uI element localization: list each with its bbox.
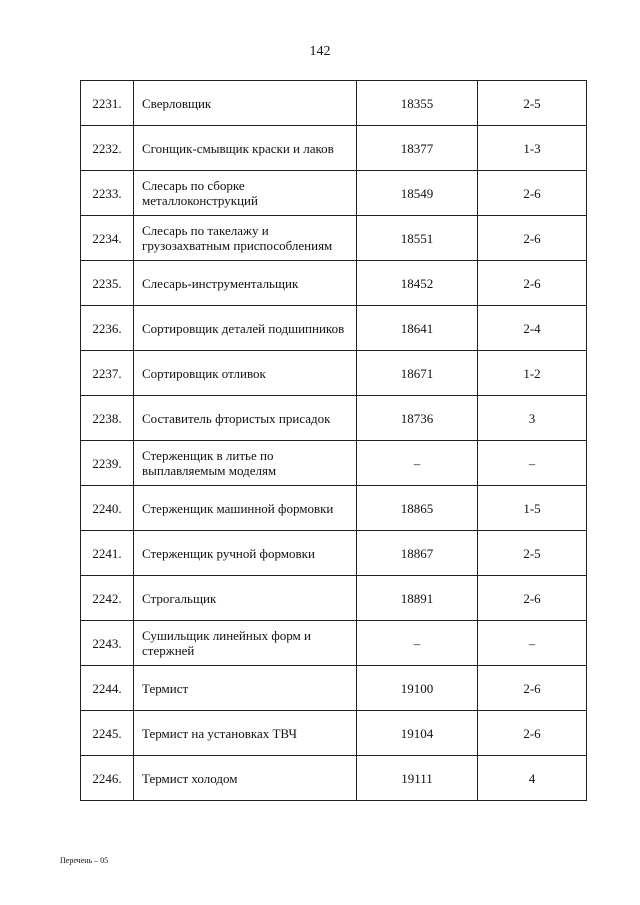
- page-number: 142: [309, 44, 331, 59]
- table-row: [81, 756, 587, 801]
- table-row: [81, 351, 587, 396]
- table-row: [81, 711, 587, 756]
- category-range: 1-3: [478, 126, 587, 171]
- row-number: 2234.: [81, 216, 134, 261]
- row-number: 2243.: [81, 621, 134, 666]
- profession-name: Слесарь-инструментальщик: [134, 261, 357, 306]
- table-row: [81, 486, 587, 531]
- profession-name: Сортировщик отливок: [134, 351, 357, 396]
- professions-table: [80, 80, 587, 801]
- row-number: 2240.: [81, 486, 134, 531]
- table-row: [81, 81, 587, 126]
- row-number: 2231.: [81, 81, 134, 126]
- row-number: 2239.: [81, 441, 134, 486]
- profession-name: Термист на установках ТВЧ: [134, 711, 357, 756]
- profession-code: 18736: [357, 396, 478, 441]
- table-row: [81, 621, 587, 666]
- category-range: 2-5: [478, 81, 587, 126]
- table-row: [81, 441, 587, 486]
- profession-name: Слесарь по такелажу и грузозахватным приспособлениям: [134, 216, 357, 261]
- row-number: 2232.: [81, 126, 134, 171]
- row-number: 2233.: [81, 171, 134, 216]
- profession-name: Сушильщик линейных форм и стержней: [134, 621, 357, 666]
- category-range: –: [478, 441, 587, 486]
- profession-code: 18641: [357, 306, 478, 351]
- row-number: 2245.: [81, 711, 134, 756]
- table-body: [81, 81, 587, 801]
- category-range: 4: [478, 756, 587, 801]
- category-range: 2-5: [478, 531, 587, 576]
- category-range: 2-6: [478, 261, 587, 306]
- table-row: [81, 306, 587, 351]
- table-row: [81, 666, 587, 711]
- profession-code: –: [357, 441, 478, 486]
- row-number: 2241.: [81, 531, 134, 576]
- profession-name: Сверловщик: [134, 81, 357, 126]
- profession-code: 19104: [357, 711, 478, 756]
- profession-code: 18549: [357, 171, 478, 216]
- profession-code: 18891: [357, 576, 478, 621]
- profession-code: 18867: [357, 531, 478, 576]
- profession-code: 18452: [357, 261, 478, 306]
- category-range: 1-5: [478, 486, 587, 531]
- category-range: 2-6: [478, 666, 587, 711]
- profession-code: 19100: [357, 666, 478, 711]
- profession-name: Строгальщик: [134, 576, 357, 621]
- profession-name: Стерженщик машинной формовки: [134, 486, 357, 531]
- footer-label: Перечень – 05: [60, 856, 109, 865]
- table-row: [81, 261, 587, 306]
- profession-code: 18551: [357, 216, 478, 261]
- table-row: [81, 576, 587, 621]
- row-number: 2235.: [81, 261, 134, 306]
- profession-code: 18377: [357, 126, 478, 171]
- category-range: 2-6: [478, 711, 587, 756]
- profession-name: Составитель фтористых присадок: [134, 396, 357, 441]
- profession-name: Слесарь по сборке металлоконструкций: [134, 171, 357, 216]
- table-row: [81, 171, 587, 216]
- profession-code: 18671: [357, 351, 478, 396]
- category-range: 2-6: [478, 576, 587, 621]
- row-number: 2244.: [81, 666, 134, 711]
- table-row: [81, 531, 587, 576]
- profession-code: –: [357, 621, 478, 666]
- category-range: 1-2: [478, 351, 587, 396]
- profession-name: Термист: [134, 666, 357, 711]
- profession-code: 19111: [357, 756, 478, 801]
- profession-name: Термист холодом: [134, 756, 357, 801]
- row-number: 2236.: [81, 306, 134, 351]
- category-range: –: [478, 621, 587, 666]
- row-number: 2246.: [81, 756, 134, 801]
- table-row: [81, 216, 587, 261]
- profession-code: 18355: [357, 81, 478, 126]
- table-row: [81, 396, 587, 441]
- category-range: 2-6: [478, 216, 587, 261]
- row-number: 2238.: [81, 396, 134, 441]
- row-number: 2237.: [81, 351, 134, 396]
- category-range: 3: [478, 396, 587, 441]
- table-row: [81, 126, 587, 171]
- category-range: 2-4: [478, 306, 587, 351]
- profession-name: Сгонщик-смывщик краски и лаков: [134, 126, 357, 171]
- profession-name: Стерженщик ручной формовки: [134, 531, 357, 576]
- profession-code: 18865: [357, 486, 478, 531]
- profession-name: Сортировщик деталей подшипников: [134, 306, 357, 351]
- category-range: 2-6: [478, 171, 587, 216]
- row-number: 2242.: [81, 576, 134, 621]
- profession-name: Стерженщик в литье по выплавляемым моделям: [134, 441, 357, 486]
